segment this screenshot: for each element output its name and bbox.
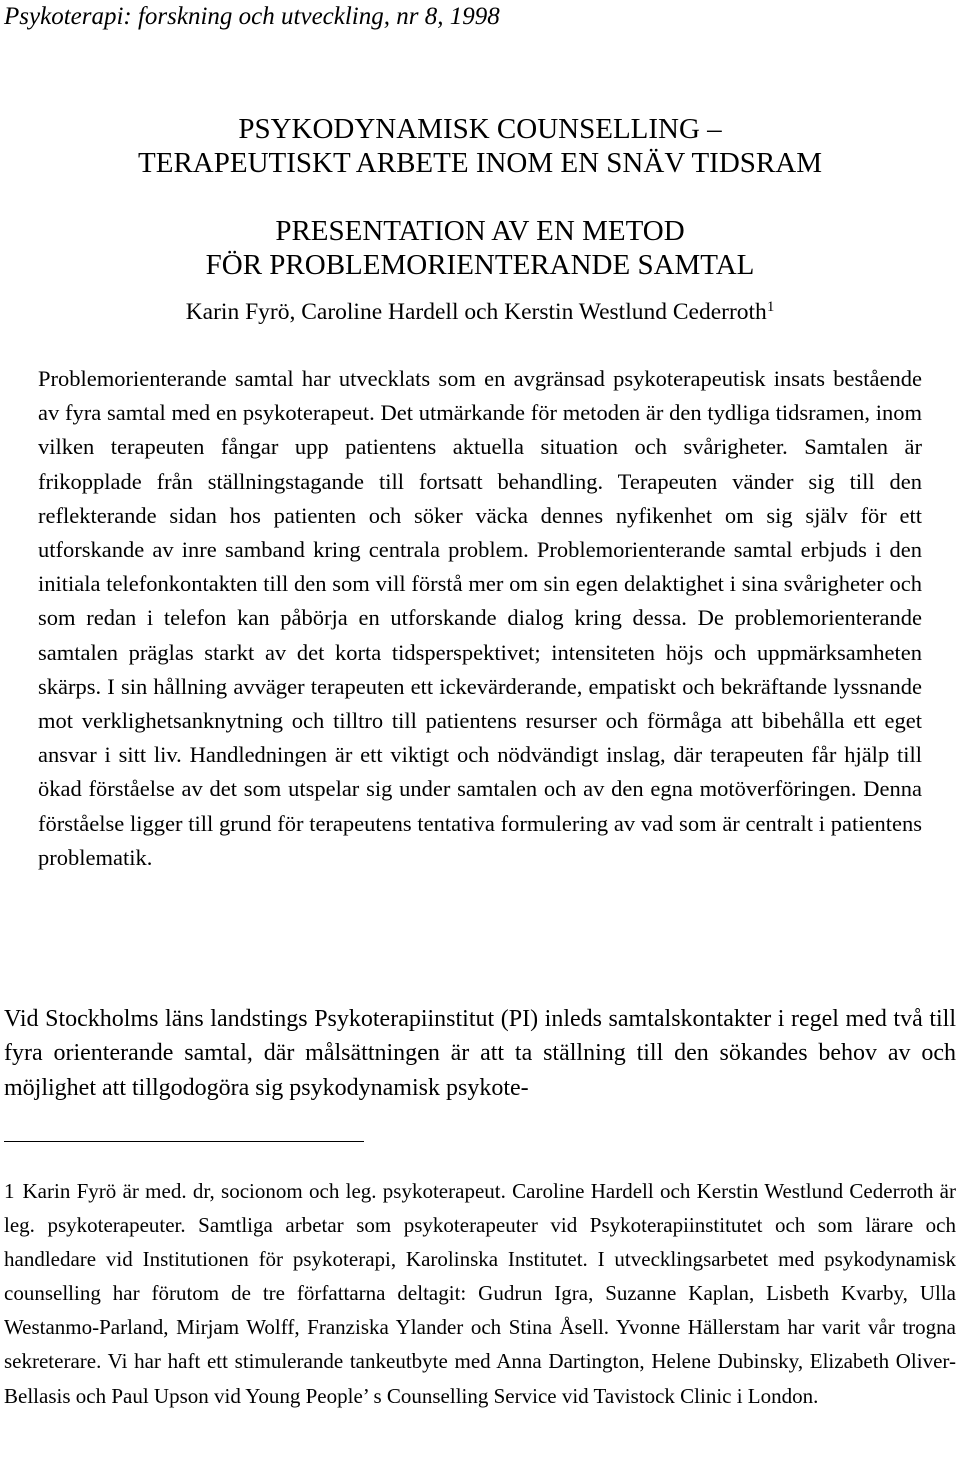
body-paragraph: Vid Stockholms läns landstings Psykoterapiinstitut (PI) inleds samtalskontakter i regel med två till fyra orienterande samtal, där målsättningen är att ta ställning till den sökandes behov av och möjlighet att tillgodogöra sig psykodynamisk psykote- [4,1006,956,1101]
title-line-1: PSYKODYNAMISK COUNSELLING – [238,113,722,145]
author-line [0,296,960,328]
subtitle-line-2: FÖR PROBLEMORIENTERANDE SAMTAL [205,249,755,281]
footnote-number: 1 [4,1179,15,1203]
article-subtitle [0,214,960,282]
author-footnote-marker[interactable]: 1 [766,299,775,315]
title-line-2: TERAPEUTISKT ARBETE INOM EN SNÄV TIDSRAM [138,147,822,179]
running-head: Psykoterapi: forskning och utveckling, nr 8, 1998 [4,3,500,30]
abstract: Problemorienterande samtal har utvecklats som en avgränsad psykoterapeutisk insats bestående av fyra samtal med en psykoterapeut. Det utmärkande för metoden är den tydliga tidsramen, inom vilken terapeuten fångar upp patientens aktuella situation och svårigheter. Samtalen är frikopplade från ställningstagande till fortsatt behandling. Terapeuten vänder sig till den reflekterande sidan hos patienten och söker väcka dennes nyfikenhet om sig själv för ett utforskande av inre samband kring centrala problem. Problemorienterande samtal erbjuds i den initiala telefonkontakten till den som vill förstå mer om sin egen delaktighet i sina svårigheter och som redan i telefon kan påbörja en utforskande dialog kring dessa. De problemorienterande samtalen präglas starkt av det korta tidsperspektivet; intensiteten höjs och uppmärksamheten skärps. I sin hållning avväger terapeuten ett ickevärderande, empatiskt och bekräftande lyssnande mot verklighetsanknytning och tilltro till patientens resurser och förmåga att bibehålla ett eget ansvar i sitt liv. Handledningen är ett viktigt och nödvändigt inslag, där terapeuten får hjälp till ökad förståelse av det som utspelar sig under samtalen och av den egna motöverföringen. Denna förståelse ligger till grund för terapeutens tentativa formulering av vad som är centralt i patientens problematik. [38,366,922,870]
footnote-divider [4,1141,364,1142]
author-names: Karin Fyrö, Caroline Hardell och Kerstin Westlund Cederroth [185,299,767,325]
article-title [0,112,960,180]
subtitle-line-1: PRESENTATION AV EN METOD [275,215,685,247]
footnote-text: Karin Fyrö är med. dr, socionom och leg. psykoterapeut. Caroline Hardell och Kerstin Westlund Cederroth är leg. psykoterapeuter. Samtliga arbetar som psykoterapeuter vid Psykoterapiinstitutet och som lärare och handledare vid Institutionen för psykoterapi, Karolinska Institutet. I utvecklingsarbetet med psykodynamisk counselling har förutom de tre författarna deltagit: Gudrun Igra, Suzanne Kaplan, Lisbeth Kvarby, Ulla Westanmo-Parland, Mirjam Wolff, Franziska Ylander och Stina Åsell. Yvonne Hällerstam har varit vår trogna sekreterare. Vi har haft ett stimulerande tankeutbyte med Anna Dartington, Helene Dubinsky, Elizabeth Oliver-Bellasis och Paul Upson vid Young People’ s Counselling Service vid Tavistock Clinic i London. [4,1179,956,1408]
footnote [4,1174,956,1413]
